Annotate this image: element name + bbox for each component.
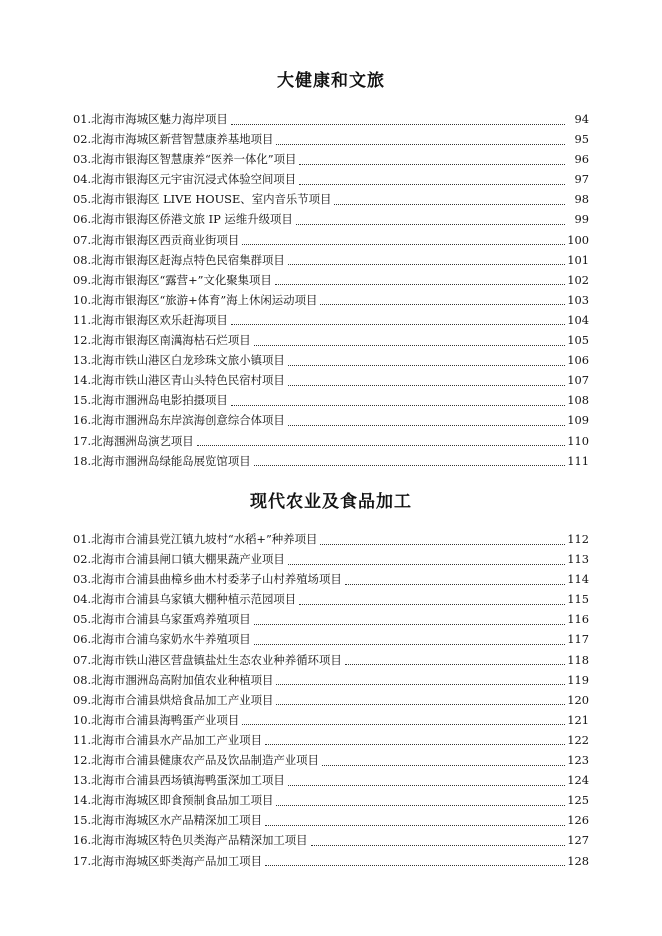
toc-entry-number: 10. — [73, 712, 92, 727]
toc-dot-leader — [231, 112, 565, 125]
toc-dot-leader — [345, 572, 565, 585]
toc-entry-page-number: 111 — [567, 453, 589, 468]
toc-entry[interactable] — [73, 670, 589, 690]
toc-entry[interactable] — [73, 851, 589, 871]
toc-dot-leader — [254, 612, 565, 625]
toc-dot-leader — [197, 433, 565, 446]
toc-entry-page-number: 99 — [574, 212, 589, 227]
toc-entry[interactable] — [73, 149, 589, 169]
toc-entry[interactable] — [73, 209, 589, 229]
toc-list-agriculture-food — [73, 529, 589, 871]
toc-entry[interactable] — [73, 350, 589, 370]
toc-dot-leader — [288, 773, 565, 786]
toc-entry-number: 02. — [73, 552, 92, 567]
toc-dot-leader — [288, 413, 565, 426]
toc-entry-page-number: 108 — [567, 393, 589, 408]
toc-entry-page-number: 120 — [567, 692, 589, 707]
toc-entry-title: 北海市合浦县烘焙食品加工产业项目 — [91, 692, 274, 707]
section-title-agriculture-food: 现代农业及食品加工 — [250, 492, 412, 512]
toc-entry-title: 北海市铁山港区白龙珍珠文旅小镇项目 — [91, 353, 285, 368]
toc-entry-number: 18. — [73, 453, 92, 468]
toc-entry-page-number: 123 — [567, 753, 589, 768]
toc-entry-number: 04. — [73, 172, 92, 187]
toc-entry-title: 北海市铁山港区营盘镇盐灶生态农业种养循环项目 — [91, 652, 342, 667]
toc-dot-leader — [299, 592, 565, 605]
toc-entry-page-number: 113 — [567, 552, 589, 567]
toc-entry-number: 17. — [73, 853, 92, 868]
toc-dot-leader — [320, 532, 565, 545]
toc-dot-leader — [334, 192, 565, 205]
toc-entry-title: 北海市银海区南澫海枯石烂项目 — [91, 333, 251, 348]
toc-dot-leader — [311, 833, 565, 846]
toc-entry[interactable] — [73, 270, 589, 290]
toc-entry-title: 北海市涠洲岛电影拍摄项目 — [91, 393, 228, 408]
toc-entry-title: 北海市银海区“旅游+体育”海上休闲运动项目 — [91, 292, 318, 307]
section-title-health-tourism: 大健康和文旅 — [277, 71, 385, 91]
toc-entry[interactable] — [73, 250, 589, 270]
toc-dot-leader — [276, 692, 565, 705]
toc-entry-title: 北海市海城区即食预制食品加工项目 — [91, 793, 274, 808]
toc-entry-title: 北海市合浦县水产品加工产业项目 — [91, 732, 262, 747]
toc-entry-number: 12. — [73, 753, 92, 768]
toc-dot-leader — [296, 212, 565, 225]
toc-entry[interactable] — [73, 230, 589, 250]
toc-entry-page-number: 116 — [567, 612, 589, 627]
toc-dot-leader — [345, 652, 565, 665]
toc-entry-page-number: 117 — [567, 632, 589, 647]
toc-entry-title: 北海市海城区魅力海岸项目 — [91, 112, 228, 126]
toc-entry-page-number: 125 — [567, 793, 589, 808]
toc-entry-number: 07. — [73, 232, 92, 247]
toc-entry-number: 14. — [73, 793, 92, 808]
toc-entry-page-number: 107 — [567, 373, 589, 388]
toc-entry[interactable] — [73, 629, 589, 649]
toc-entry-title: 北海市海城区新营智慧康养基地项目 — [91, 132, 274, 147]
toc-dot-leader — [275, 272, 565, 285]
toc-entry-title: 北海市银海区 LIVE HOUSE、室内音乐节项目 — [91, 192, 332, 207]
toc-entry-title: 北海市合浦县海鸭蛋产业项目 — [91, 712, 240, 727]
toc-entry-page-number: 126 — [567, 813, 589, 828]
toc-dot-leader — [254, 333, 565, 346]
toc-dot-leader — [231, 393, 565, 406]
toc-entry[interactable] — [73, 109, 589, 129]
toc-entry-number: 08. — [73, 672, 92, 687]
toc-entry-number: 12. — [73, 333, 92, 348]
toc-entry-number: 01. — [73, 112, 92, 126]
toc-entry-number: 01. — [73, 532, 92, 546]
toc-entry-title: 北海市银海区西贡商业街项目 — [91, 232, 240, 247]
toc-entry-title: 北海市合浦县党江镇九坡村“水稻+”种养项目 — [91, 532, 318, 546]
toc-entry-page-number: 115 — [567, 592, 589, 607]
toc-dot-leader — [288, 373, 565, 386]
toc-entry-page-number: 119 — [567, 672, 589, 687]
toc-entry-page-number: 98 — [574, 192, 589, 207]
toc-entry[interactable] — [73, 650, 589, 670]
toc-entry[interactable] — [73, 830, 589, 850]
toc-entry-title: 北海市银海区“露营+”文化聚集项目 — [91, 272, 272, 287]
toc-entry[interactable] — [73, 810, 589, 830]
toc-entry-number: 13. — [73, 353, 92, 368]
toc-entry[interactable] — [73, 609, 589, 629]
toc-entry-title: 北海市银海区侨港文旅 IP 运维升级项目 — [91, 212, 293, 227]
toc-entry-page-number: 114 — [567, 572, 589, 587]
toc-dot-leader — [288, 353, 565, 366]
toc-entry-number: 13. — [73, 773, 92, 788]
toc-entry-title: 北海涠洲岛演艺项目 — [91, 433, 194, 448]
toc-entry-page-number: 110 — [567, 433, 589, 448]
toc-entry[interactable] — [73, 390, 589, 410]
toc-entry-number: 06. — [73, 632, 92, 647]
toc-dot-leader — [242, 712, 565, 725]
toc-entry-page-number: 112 — [567, 532, 589, 546]
toc-entry-number: 11. — [73, 312, 92, 327]
toc-entry[interactable] — [73, 770, 589, 790]
toc-entry-number: 08. — [73, 252, 92, 267]
toc-dot-leader — [320, 292, 565, 305]
toc-entry-number: 17. — [73, 433, 92, 448]
toc-entry-title: 北海市海城区特色贝类海产品精深加工项目 — [91, 833, 308, 848]
toc-dot-leader — [276, 672, 565, 685]
toc-entry-number: 04. — [73, 592, 92, 607]
toc-entry-number: 07. — [73, 652, 92, 667]
toc-dot-leader — [242, 232, 565, 245]
toc-entry-page-number: 103 — [567, 292, 589, 307]
toc-entry[interactable] — [73, 330, 589, 350]
toc-entry[interactable] — [73, 189, 589, 209]
toc-entry-page-number: 105 — [567, 333, 589, 348]
toc-entry-title: 北海市银海区欢乐赶海项目 — [91, 312, 228, 327]
toc-dot-leader — [299, 152, 565, 165]
toc-entry-page-number: 101 — [567, 252, 589, 267]
toc-entry-number: 05. — [73, 192, 92, 207]
toc-entry-page-number: 122 — [567, 732, 589, 747]
toc-entry-number: 10. — [73, 292, 92, 307]
toc-entry[interactable] — [73, 410, 589, 430]
toc-entry-title: 北海市合浦县曲樟乡曲木村委茅子山村养殖场项目 — [91, 572, 342, 587]
toc-entry-number: 16. — [73, 833, 92, 848]
toc-entry[interactable] — [73, 290, 589, 310]
toc-entry-number: 14. — [73, 373, 92, 388]
toc-dot-leader — [288, 552, 565, 565]
toc-entry[interactable] — [73, 690, 589, 710]
toc-entry-number: 02. — [73, 132, 92, 147]
toc-entry[interactable] — [73, 169, 589, 189]
toc-dot-leader — [288, 252, 565, 265]
toc-entry-title: 北海市银海区元宇宙沉浸式体验空间项目 — [91, 172, 297, 187]
toc-entry-title: 北海市合浦县健康农产品及饮品制造产业项目 — [91, 753, 319, 768]
toc-entry-title: 北海市涠洲岛绿能岛展览馆项目 — [91, 453, 251, 468]
toc-entry-page-number: 109 — [567, 413, 589, 428]
toc-entry-page-number: 124 — [567, 773, 589, 788]
toc-entry-number: 03. — [73, 152, 92, 167]
toc-entry-title: 北海市银海区智慧康养“医养一体化”项目 — [91, 152, 297, 167]
toc-dot-leader — [254, 632, 565, 645]
toc-entry-title: 北海市涠洲岛高附加值农业种植项目 — [91, 672, 274, 687]
toc-entry-title: 北海市合浦县乌家蛋鸡养殖项目 — [91, 612, 251, 627]
toc-entry-page-number: 106 — [567, 353, 589, 368]
toc-entry-page-number: 100 — [567, 232, 589, 247]
toc-entry[interactable] — [73, 451, 589, 471]
toc-dot-leader — [322, 753, 565, 766]
toc-entry-title: 北海市海城区虾类海产品加工项目 — [91, 853, 262, 868]
toc-entry-number: 09. — [73, 692, 92, 707]
toc-dot-leader — [254, 453, 565, 466]
toc-entry[interactable] — [73, 370, 589, 390]
toc-entry[interactable] — [73, 129, 589, 149]
toc-entry-page-number: 95 — [574, 132, 589, 147]
toc-entry-page-number: 96 — [574, 152, 589, 167]
toc-dot-leader — [265, 813, 565, 826]
toc-entry-page-number: 102 — [567, 272, 589, 287]
toc-entry-title: 北海市海城区水产品精深加工项目 — [91, 813, 262, 828]
toc-entry-page-number: 127 — [567, 833, 589, 848]
toc-entry-page-number: 97 — [574, 172, 589, 187]
toc-entry-title: 北海市铁山港区青山头特色民宿村项目 — [91, 373, 285, 388]
toc-entry-number: 11. — [73, 732, 92, 747]
toc-entry-page-number: 104 — [567, 312, 589, 327]
toc-entry[interactable] — [73, 310, 589, 330]
toc-entry-title: 北海市合浦县乌家镇大棚种植示范园项目 — [91, 592, 297, 607]
toc-entry-page-number: 94 — [574, 112, 589, 126]
toc-entry-page-number: 128 — [567, 853, 589, 868]
toc-dot-leader — [265, 732, 565, 745]
toc-entry-title: 北海市合浦乌家奶水牛养殖项目 — [91, 632, 251, 647]
toc-entry-page-number: 118 — [567, 652, 589, 667]
toc-entry[interactable] — [73, 589, 589, 609]
toc-dot-leader — [265, 853, 565, 866]
toc-entry[interactable] — [73, 750, 589, 770]
toc-entry-number: 15. — [73, 813, 92, 828]
toc-entry[interactable] — [73, 730, 589, 750]
toc-entry[interactable] — [73, 790, 589, 810]
toc-dot-leader — [299, 172, 565, 185]
toc-entry-title: 北海市合浦县闸口镇大棚果蔬产业项目 — [91, 552, 285, 567]
toc-entry-number: 15. — [73, 393, 92, 408]
toc-entry[interactable] — [73, 569, 589, 589]
toc-entry-title: 北海市涠洲岛东岸滨海创意综合体项目 — [91, 413, 285, 428]
toc-list-health-tourism — [73, 109, 589, 471]
toc-entry-number: 06. — [73, 212, 92, 227]
toc-dot-leader — [276, 132, 565, 145]
toc-entry-page-number: 121 — [567, 712, 589, 727]
toc-dot-leader — [231, 312, 565, 325]
toc-entry-number: 09. — [73, 272, 92, 287]
toc-entry[interactable] — [73, 549, 589, 569]
toc-entry[interactable] — [73, 431, 589, 451]
toc-entry-number: 03. — [73, 572, 92, 587]
toc-dot-leader — [276, 793, 565, 806]
toc-entry-title: 北海市银海区赶海点特色民宿集群项目 — [91, 252, 285, 267]
toc-entry[interactable] — [73, 710, 589, 730]
toc-entry[interactable] — [73, 529, 589, 549]
toc-entry-title: 北海市合浦县西场镇海鸭蛋深加工项目 — [91, 773, 285, 788]
toc-entry-number: 16. — [73, 413, 92, 428]
toc-entry-number: 05. — [73, 612, 92, 627]
